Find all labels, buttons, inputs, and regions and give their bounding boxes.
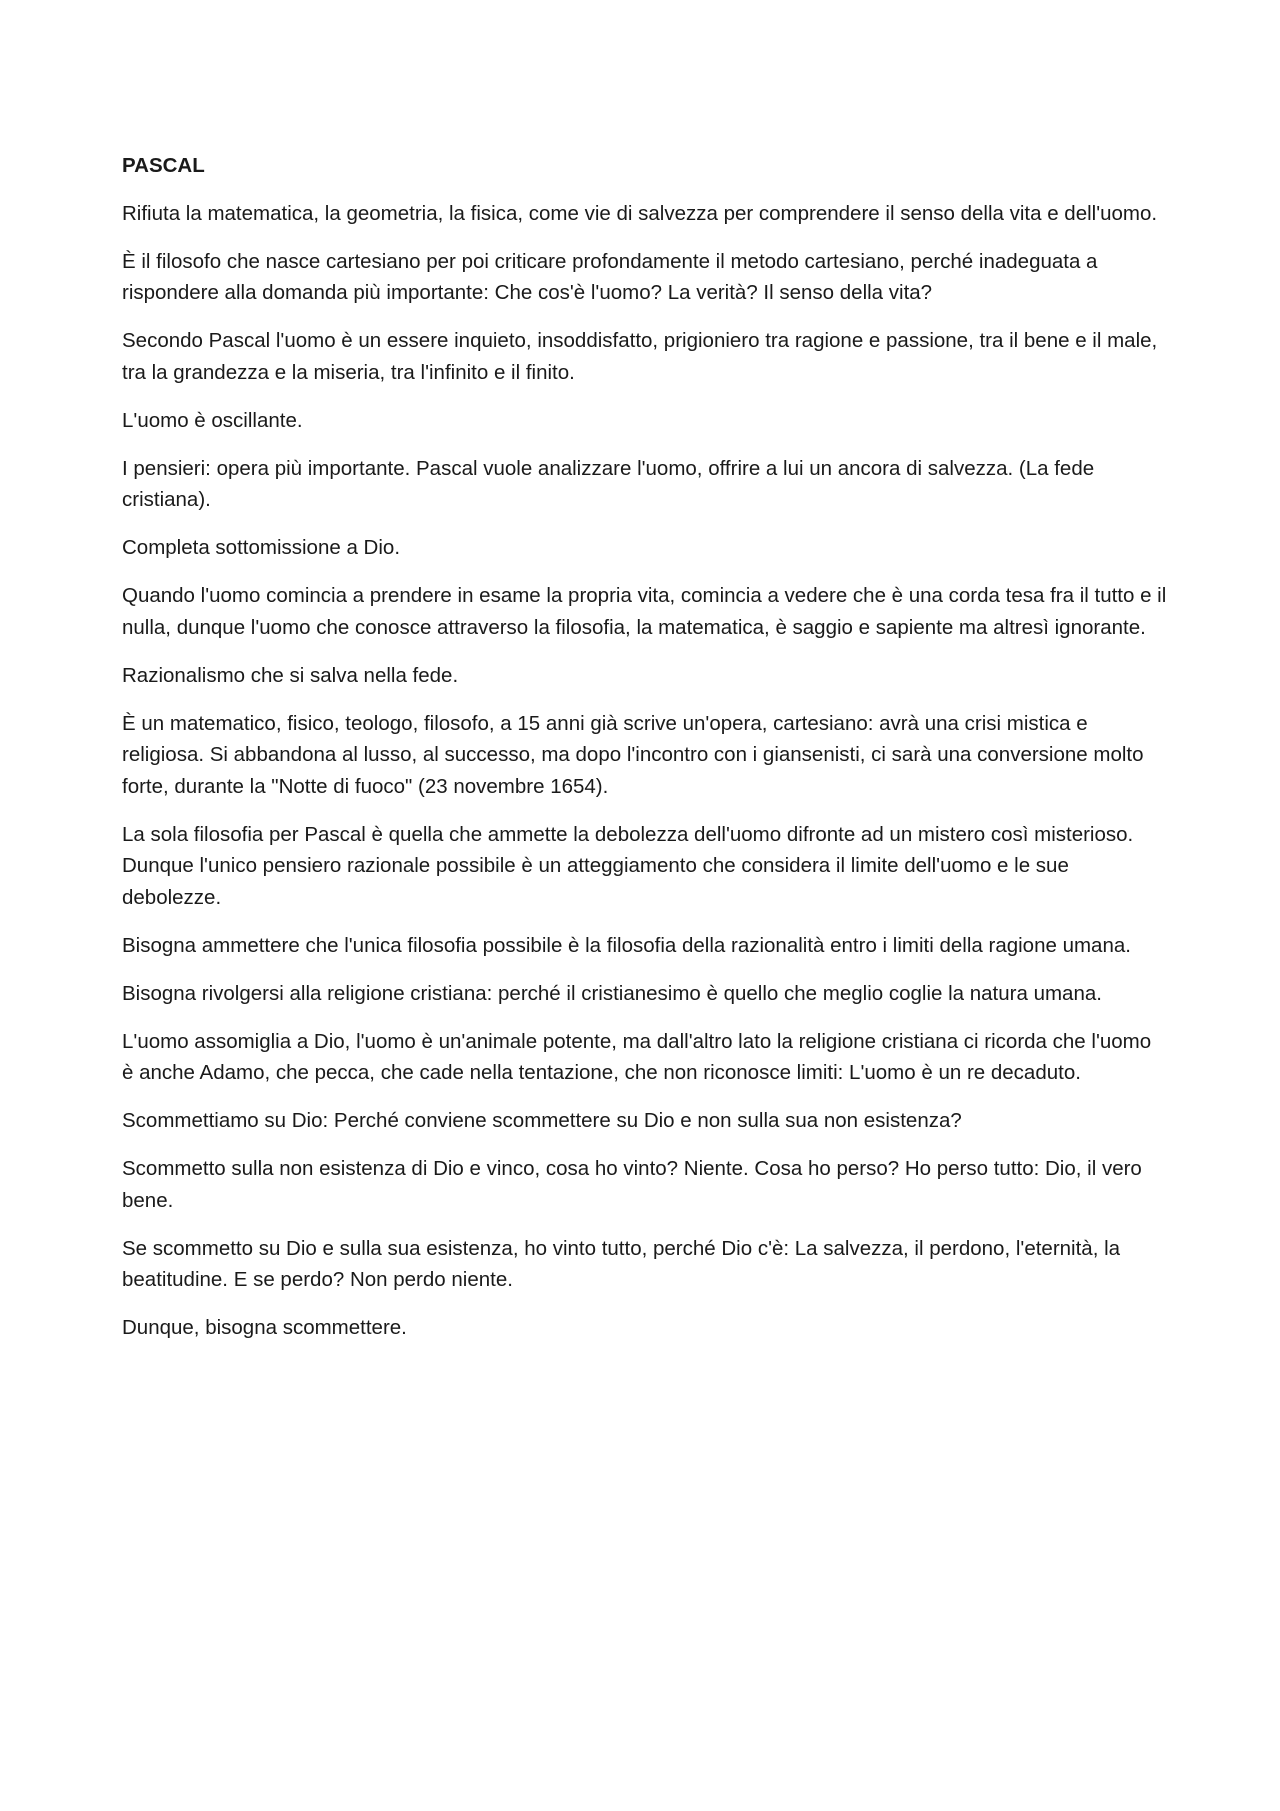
paragraph-8: Razionalismo che si salva nella fede.	[122, 663, 459, 687]
paragraph-1: Rifiuta la matematica, la geometria, la fisica, come vie di salvezza per comprendere il senso della vita e dell'uomo.	[122, 201, 1158, 225]
paragraph-13: L'uomo assomiglia a Dio, l'uomo è un'animale potente, ma dall'altro lato la religione cristiana ci ricorda che l'uomo è anche Adamo, che pecca, che cade nella tentazione, che non riconosce limiti: L'uomo è un re decaduto.	[122, 1029, 1152, 1084]
paragraph-2: È il filosofo che nasce cartesiano per poi criticare profondamente il metodo cartesiano, perché inadeguata a rispondere alla domanda più importante: Che cos'è l'uomo? La verità? Il senso della vita?	[122, 249, 1098, 304]
document-body	[122, 150, 1168, 1360]
paragraph-6: Completa sottomissione a Dio.	[122, 536, 401, 559]
paragraph-3: Secondo Pascal l'uomo è un essere inquieto, insoddisfatto, prigioniero tra ragione e passione, tra il bene e il male, tra la grandezza e la miseria, tra l'infinito e il finito.	[122, 329, 1158, 384]
paragraph-17: Dunque, bisogna scommettere.	[122, 1316, 407, 1339]
paragraph-16: Se scommetto su Dio e sulla sua esistenza, ho vinto tutto, perché Dio c'è: La salvezza, il perdono, l'eternità, la beatitudine. E se perdo? Non perdo niente.	[122, 1236, 1121, 1291]
paragraph-5: I pensieri: opera più importante. Pascal vuole analizzare l'uomo, offrire a lui un ancora di salvezza. (La fede cristiana).	[122, 456, 1095, 511]
paragraph-11: Bisogna ammettere che l'unica filosofia possibile è la filosofia della razionalità entro i limiti della ragione umana.	[122, 933, 1131, 957]
paragraph-4: L'uomo è oscillante.	[122, 408, 303, 432]
paragraph-9: È un matematico, fisico, teologo, filosofo, a 15 anni già scrive un'opera, cartesiano: avrà una crisi mistica e religiosa. Si abbandona al lusso, al successo, ma dopo l'incontro con i giansenisti, ci sarà una conversione molto forte, durante la "Notte di fuoco" (23 novembre 1654).	[122, 711, 1144, 798]
paragraph-12: Bisogna rivolgersi alla religione cristiana: perché il cristianesimo è quello che meglio coglie la natura umana.	[122, 981, 1102, 1005]
paragraph-7: Quando l'uomo comincia a prendere in esame la propria vita, comincia a vedere che è una corda tesa fra il tutto e il nulla, dunque l'uomo che conosce attraverso la filosofia, la matematica, è saggio e sapiente ma altresì ignorante.	[122, 584, 1167, 639]
document-title: PASCAL	[122, 154, 205, 177]
paragraph-14: Scommettiamo su Dio: Perché conviene scommettere su Dio e non sulla sua non esistenza?	[122, 1109, 962, 1132]
paragraph-15: Scommetto sulla non esistenza di Dio e vinco, cosa ho vinto? Niente. Cosa ho perso? Ho perso tutto: Dio, il vero bene.	[122, 1157, 1142, 1212]
paragraph-10: La sola filosofia per Pascal è quella che ammette la debolezza dell'uomo difronte ad un mistero così misterioso. Dunque l'unico pensiero razionale possibile è un atteggiamento che considera il limite dell'uomo e le sue debolezze.	[122, 822, 1134, 909]
